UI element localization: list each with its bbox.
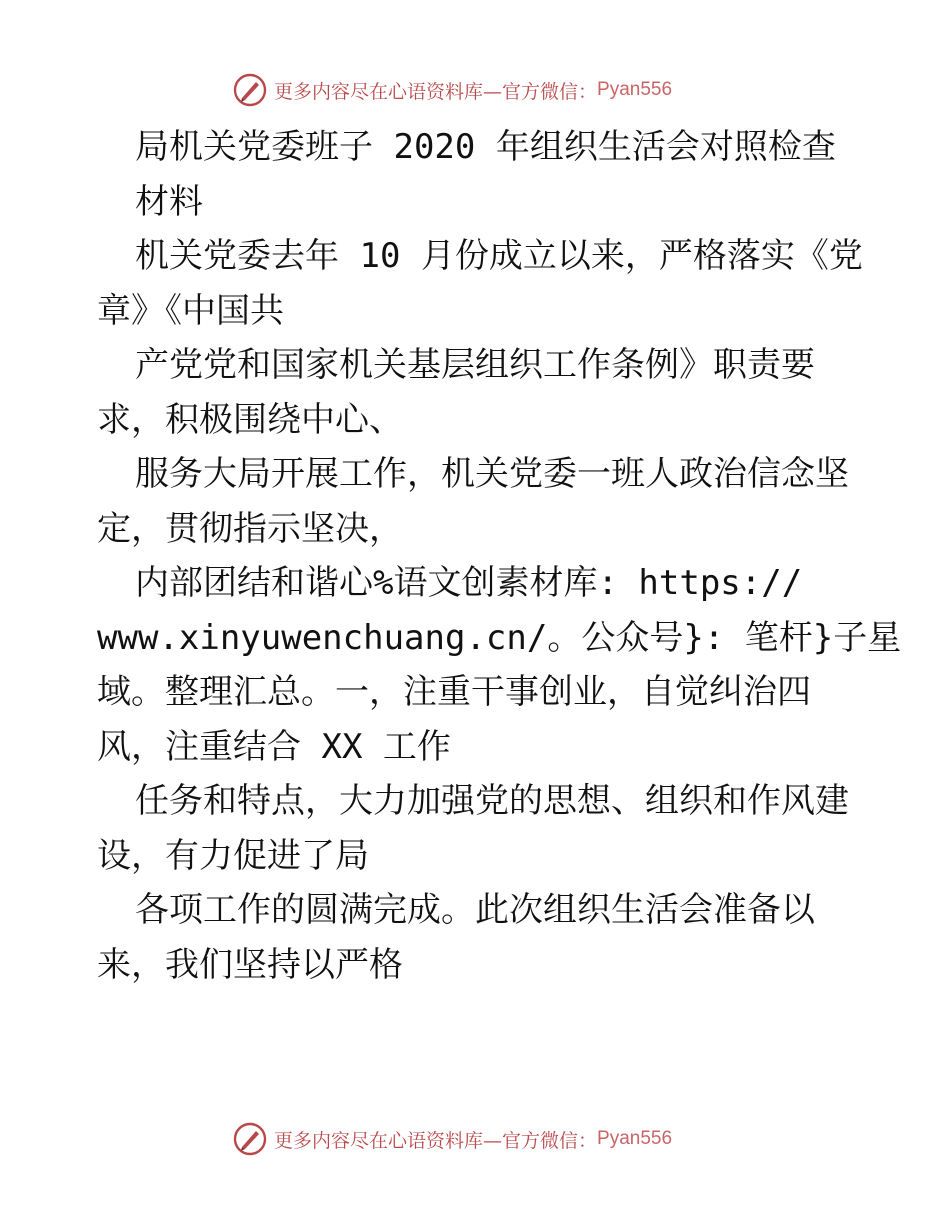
footer-watermark [232,1119,672,1159]
pen-logo-icon [232,1121,268,1157]
text-line: 材料 [135,181,203,222]
watermark-text: 更多内容尽在心语资料库—官方微信： [274,80,598,103]
watermark-wechat-id: Pyan556 [597,1128,673,1149]
text-line: 域。整理汇总。一，注重干事创业，自觉纠治四 [97,672,811,712]
text-line: 定，贯彻指示坚决， [97,508,403,549]
header-watermark [232,70,672,110]
watermark-text: 更多内容尽在心语资料库—官方微信： [274,1129,598,1152]
text-line: 服务大局开展工作，机关党委一班人政治信念坚 [135,454,849,494]
text-line: 求，积极围绕中心、 [97,399,403,440]
text-line: 产党党和国家机关基层组织工作条例》职责要 [135,345,815,385]
text-line: 机关党委去年 10 月份成立以来，严格落实《党 [135,236,863,276]
text-line: 各项工作的圆满完成。此次组织生活会准备以 [135,890,815,930]
text-line: 任务和特点，大力加强党的思想、组织和作风建 [135,781,849,821]
text-line: 风，注重结合 XX 工作 [97,726,451,767]
pen-logo-icon [232,72,268,108]
text-line: 设，有力促进了局 [97,835,369,876]
watermark-wechat-id: Pyan556 [597,79,673,100]
text-line: www.xinyuwenchuang.cn/。公众号}: 笔杆}子星 [97,617,902,658]
text-line: 局机关党委班子 2020 年组织生活会对照检查 [135,127,836,167]
text-line: 章》《中国共 [97,290,284,331]
text-line: 来，我们坚持以严格 [97,944,403,985]
document-body [97,120,902,992]
text-line: 内部团结和谐心%语文创素材库: https:// [135,563,803,603]
